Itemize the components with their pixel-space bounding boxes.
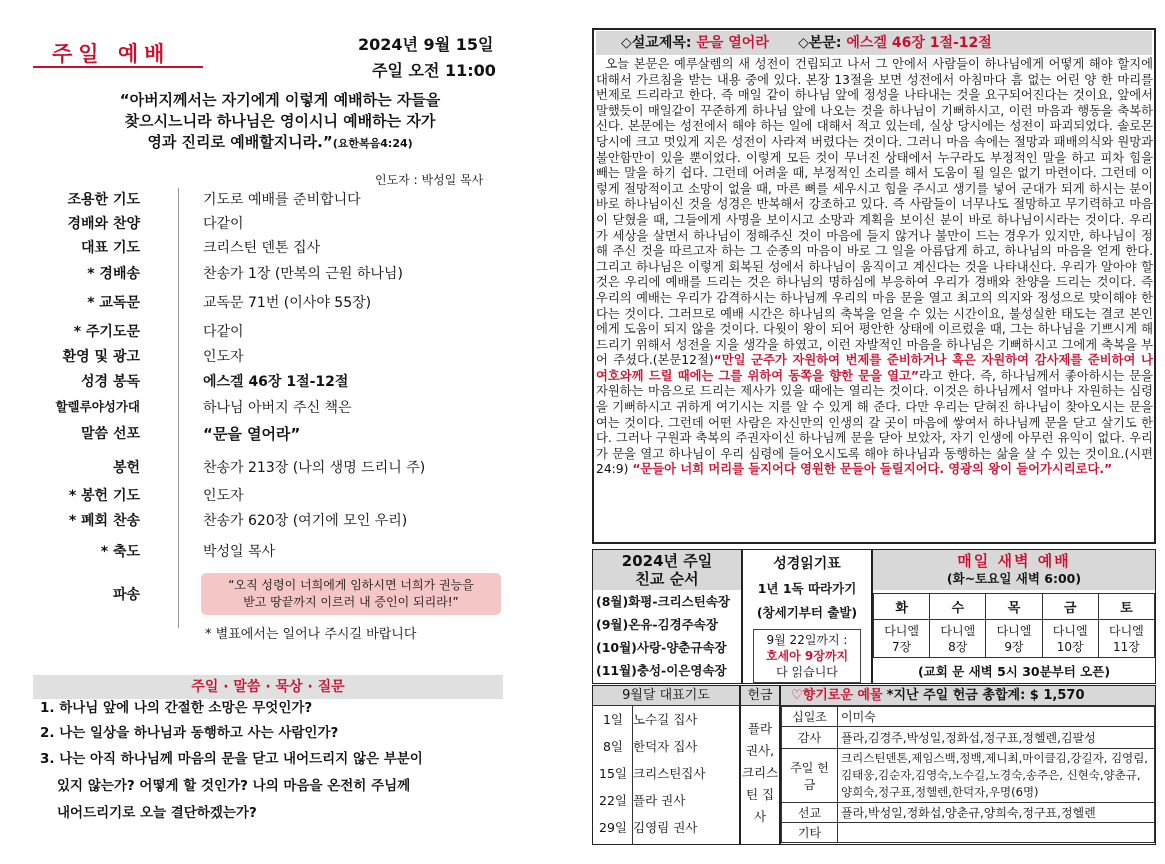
reading-cell: 다니엘 11장 [1098, 620, 1154, 658]
order-value: 찬송가 213장 (나의 생명 드리니 주) [203, 460, 426, 476]
question-item: 3. 나는 아직 하나님께 마음의 문을 닫고 내어드리지 않은 부분이 [40, 751, 423, 767]
order-value: “문을 열어라” [203, 425, 301, 443]
order-label: 말씀 선포 [81, 426, 140, 442]
offering-total: *지난 주일 헌금 총합계: $ 1,570 [886, 688, 1085, 703]
verse-line-2: 찾으시느니라 하나님은 영이시니 예배하는 자가 [124, 112, 436, 130]
verse-line-1: “아버지께서는 자기에게 이렇게 예배하는 자들을 [119, 91, 441, 109]
order-item [30, 423, 530, 445]
order-item [30, 237, 530, 259]
rep-prayer-divider [632, 705, 633, 845]
order-item [30, 371, 530, 393]
sermon-text-ref: 에스겔 46장 1절-12절 [846, 35, 992, 51]
rep-prayer-row: 15일 크리스틴집사 [599, 766, 706, 781]
order-value: 다같이 [203, 216, 244, 232]
rep-prayer-box [592, 685, 740, 845]
rep-prayer-row: 8일 한덕자 집사 [602, 739, 698, 754]
sermon-reference: (시편24:9) [596, 446, 1153, 477]
fellowship-order-box [592, 549, 742, 684]
offering-type: 감사 [782, 727, 838, 749]
offering-names: 이미숙 [838, 707, 1155, 727]
question-item: 내어드리기로 오늘 결단하겠는가? [57, 805, 257, 821]
order-value: 인도자 [203, 488, 244, 504]
reading-cell: 다니엘 7장 [874, 620, 930, 658]
order-label: * 경배송 [87, 266, 140, 282]
fellowship-title-1: 2024년 주일 [621, 552, 713, 570]
dawn-service-note: (교회 문 새벽 5시 30분부터 오픈) [917, 664, 1111, 679]
order-value: 찬송가 1장 (만복의 근원 하나님) [203, 266, 403, 282]
order-item [30, 292, 530, 314]
order-value: 크리스틴 덴톤 집사 [203, 240, 321, 256]
sermon-paragraph: 오늘 본문은 예루살렘의 새 성전이 건립되고 나서 그 안에서 사람들이 하나님에게 어떻게 해야 할지에 대해서 가르침을 받는 내용 중에 있다. 본장 13절을 보면 성전에서 아침마다 흠 없는 어린 양 한 마리를 번제로 드리라고 한다. 즉 매일 같이 하나님 앞에 정성을 나타내는 것을 요구되어진다는 것이요, 앞에서 말했듯이 매일같이 꾸준하게 하나님 앞에 나오는 것을 하나님이 기뻐하시고, 이런 마음과 행동을 축복하신다. 본문에는 성전에서 해야 하는 일에 대해서 적고 있는데, 실상 당시에는 성전이 파괴되었다. 솔로몬 당시에 크고 멋있게 지은 성전이 사라져 버렸다는 것이다. 그러니 마음 속에는 절망과 패배의식와 원망과 불안함만이 있을 뿐이었다. 이렇게 모든 것이 무너진 상태에서 누구라도 부정적인 말을 하고 피차 힘을 빼는 말을 하기 쉽다. 그런데 어려울 때, 부정적인 소리를 해서 도움이 될 일은 없기 마련이다. 그런데 이렇게 절망적이고 소망이 없을 때, 마른 뼈를 세우시고 힘을 주시고 생기를 넣어 군대가 되게 하시는 분이 바로 하나님이신 것을 성경은 반복해서 강조하고 있다. 즉 사람들이 너무나도 절망하고 무기력하고 마음이 닫혔을 때, 그들에게 사명을 보이시고 소망과 계획을 보이신 분이 바로 하나님이시라는 것이다. 우리가 세상을 살면서 하나님이 정해주신 것이 마음에 들지 않거나 불만이 드는 경우가 있지만, 하나님이 정해 주신 것을 따르고자 하는 그 순종의 마음이 바로 그 일을 아름답게 하고, 하나님의 마음을 얻게 한다. 그리고 하나님은 이렇게 회복된 성에서 하나님이 움직이고 계신다는 것을 나타내신다. 우리가 알아야 할 것은 우리에 예배를 드리는 것은 하나님의 명하심에 부응하여 우리가 경배와 찬양을 드리는 것이다. 즉 우리의 예배는 우리가 감격하시는 하나님께 우리의 마음 문을 열고 최고의 의지와 정성으로 맞이해야 한다는 것이다. 그러므로 예배 시간은 하나님의 축복을 얻을 수 있는 시간이요, 불성실한 태도는 결코 본인에게 도움이 되지 않을 것이다. 다윗이 왕이 되어 평안한 상태에 이르렀을 때, 그는 하나님을 기쁘시게 해드리기 위해서 성전을 지을 생각을 하였고, 이런 자발적인 마음을 하나님은 기뻐하시고 그에게 축복을 부어 주셨다.(본문12절) [596, 57, 1153, 368]
order-item [30, 457, 530, 479]
bible-reading-title: 성경읽기표 [773, 556, 841, 572]
offering-names: 플라,김경주,박성일,정화섭,정구표,정헬렌,김팔성 [838, 727, 1155, 749]
order-item [30, 510, 530, 532]
order-item [30, 485, 530, 507]
bible-reading-line-2: (창세기부터 출발) [756, 605, 858, 620]
order-item [30, 321, 530, 343]
order-label: 성경 봉독 [81, 374, 140, 390]
title-underline [33, 66, 203, 68]
sermon-title-label: ◇설교제목: [621, 35, 692, 51]
fellowship-title-2: 친교 순서 [635, 570, 699, 588]
bible-reading-note-3: 다 읽습니다 [776, 665, 838, 679]
bible-reading-box [742, 549, 872, 684]
theme-verse [60, 90, 500, 154]
question-item: 1. 하나님 앞에 나의 간절한 소망은 무엇인가? [40, 700, 313, 716]
offering-counter-box [740, 685, 780, 845]
offering-type: 주일 헌금 [782, 749, 838, 803]
offering-counter-names: 플라 권사, 크리스틴 집사 [741, 721, 779, 824]
service-date: 2024년 9월 15일 [358, 35, 494, 54]
rep-prayer-title: 9월달 대표기도 [593, 686, 739, 706]
offering-names: 플라,박성일,정화섭,양춘규,양희숙,정구표,정헬렌 [838, 803, 1155, 823]
dawn-service-subtitle: (화~토요일 새벽 6:00) [946, 571, 1082, 586]
sermon-header [596, 31, 1152, 55]
order-item [30, 541, 530, 563]
dawn-reading-table [873, 593, 1155, 658]
order-label: * 교독문 [87, 295, 140, 311]
sending-verse-line-2: 받고 땅끝까지 이르러 내 증인이 되리라!” [243, 595, 459, 609]
order-item [30, 263, 530, 285]
verse-reference: (요한복음4:24) [332, 137, 413, 150]
sermon-highlight: “만일 군주가 자원하여 번제를 준비하거나 혹은 자원하여 감사제를 준비하여 나 여호와께 드릴 때에는 그를 위하여 동쪽을 향한 문을 열고” [596, 353, 1154, 383]
fellowship-item: (9월)온유-김경주속장 [596, 617, 718, 632]
order-value: 찬송가 620장 (여기에 모인 우리) [203, 513, 408, 529]
order-item [30, 189, 530, 211]
offering-table [781, 706, 1155, 843]
day-cell: 화 [874, 594, 930, 620]
order-label: 조용한 기도 [67, 192, 140, 208]
rep-prayer-row: 1일 노수길 집사 [602, 712, 698, 727]
order-item [30, 213, 530, 235]
service-title: 주일 예배 [52, 42, 171, 66]
order-label: 할렐루야성가대 [55, 399, 140, 414]
order-item [30, 397, 530, 419]
order-value: 교독문 71번 (이사야 55장) [203, 295, 372, 311]
order-item [30, 346, 530, 368]
service-leader: 인도자 : 박성일 목사 [375, 173, 484, 187]
bible-reading-note-2: 호세아 9장까지 [765, 649, 849, 663]
stand-note: * 별표에서는 일어나 주시길 바랍니다 [205, 627, 417, 642]
service-time: 주일 오전 11:00 [372, 61, 496, 80]
order-label: 파송 [112, 587, 140, 603]
offering-type: 선교 [782, 803, 838, 823]
dawn-service-box [872, 549, 1156, 684]
bible-reading-note-1: 9월 22일까지 : [766, 633, 848, 647]
order-label: 환영 및 광고 [62, 349, 140, 365]
verse-line-3: 영과 진리로 예배할지니라.” [147, 133, 333, 151]
sermon-title: 문을 열어라 [696, 35, 769, 51]
sermon-text-label: ◇본문: [798, 35, 842, 51]
order-label: 경배와 찬양 [67, 216, 140, 232]
rep-prayer-row: 29일 김영림 권사 [599, 820, 698, 835]
sending-verse-box [201, 573, 501, 615]
rep-prayer-row: 22일 플라 권사 [599, 793, 686, 808]
fellowship-item: (11월)충성-이은영속장 [596, 663, 727, 678]
sending-verse-line-1: “오직 성령이 너희에게 임하시면 너희가 권능을 [228, 578, 474, 592]
order-value: 박성일 목사 [203, 544, 276, 560]
dawn-service-title: 매일 새벽 예배 [957, 552, 1071, 570]
offering-heading: ♡향기로운 예물 [791, 688, 883, 703]
day-cell: 수 [930, 594, 986, 620]
day-cell: 토 [1098, 594, 1154, 620]
fellowship-item: (8월)화평-크리스틴속장 [596, 594, 730, 609]
dawn-service-header [873, 550, 1155, 590]
day-cell: 목 [986, 594, 1042, 620]
offering-type: 십일조 [782, 707, 838, 727]
meditation-questions-header: 주일 · 말씀 · 묵상 · 질문 [33, 675, 503, 699]
offering-names: 크리스틴덴톤,제임스백,정백,제니최,마이클김,강길자, 김영림,김태웅,김순자,김영숙,노수길,노경숙,송주은, 신현숙,양춘규,양희숙,정구표,정헬렌,한덕자,우명(6명) [838, 749, 1155, 803]
order-label: 대표 기도 [81, 240, 140, 256]
order-label: * 주기도문 [73, 324, 140, 340]
order-value: 하나님 아버지 주신 책은 [203, 400, 352, 416]
order-label: * 축도 [100, 544, 140, 560]
order-value: 인도자 [203, 349, 244, 365]
sermon-highlight: “문들아 너희 머리를 들지어다 영원한 문들아 들릴지어다. 영광의 왕이 들어가시리로다.” [632, 462, 1113, 477]
question-item: 2. 나는 일상을 하나님과 동행하고 사는 사람인가? [40, 725, 339, 741]
sermon-body [596, 57, 1153, 478]
fellowship-item: (10월)사랑-양춘규속장 [596, 640, 727, 655]
reading-cell: 다니엘 10장 [1042, 620, 1098, 658]
day-cell: 금 [1042, 594, 1098, 620]
offering-header [781, 686, 1155, 706]
sermon-paragraph: 라고 한다. 즉, 하나님께서 좋아하시는 문을 자원하는 마음으로 드리는 제사가 있을 때에는 열리는 것이다. 이것은 하나님께서 얼마나 자원하는 심령을 기뻐하시고 귀하게 여기시는 지를 알 수 있게 해 준다. 다만 우리는 닫혀진 하나님이 찾아오시는 문을 여는 것이다. 그런데 어떤 사람은 자신만의 인생의 갈 곳이 마음에 쌓여서 하나님께 문을 닫고 살기도 한다. 그러나 구원과 축복의 주권자이신 하나님께 문을 닫아 보았자, 자기 인생에 아무런 유익이 없다. 우리가 문을 열고 하나님이 우리 심령에 들어오시도록 해야 하나님과 동행하는 삶을 살 수 있는 것이요. [596, 368, 1153, 461]
offering-counter-title: 헌금 [741, 686, 779, 706]
order-value: 에스겔 46장 1절-12절 [203, 374, 349, 390]
offering-names [838, 823, 1155, 843]
offering-type: 기타 [782, 823, 838, 843]
order-label: * 폐회 찬송 [68, 513, 140, 529]
order-value: 기도로 예배를 준비합니다 [203, 192, 361, 208]
reading-cell: 다니엘 9장 [986, 620, 1042, 658]
reading-cell: 다니엘 8장 [930, 620, 986, 658]
question-item: 있지 않는가? 어떻게 할 것인가? 나의 마음을 온전히 주님께 [57, 778, 411, 794]
bible-reading-line-1: 1년 1독 따라가기 [757, 581, 857, 596]
offering-box [780, 685, 1156, 845]
order-value: 다같이 [203, 324, 244, 340]
order-label: 봉헌 [112, 460, 140, 476]
order-label: * 봉헌 기도 [68, 488, 140, 504]
fellowship-order-header [593, 550, 741, 590]
